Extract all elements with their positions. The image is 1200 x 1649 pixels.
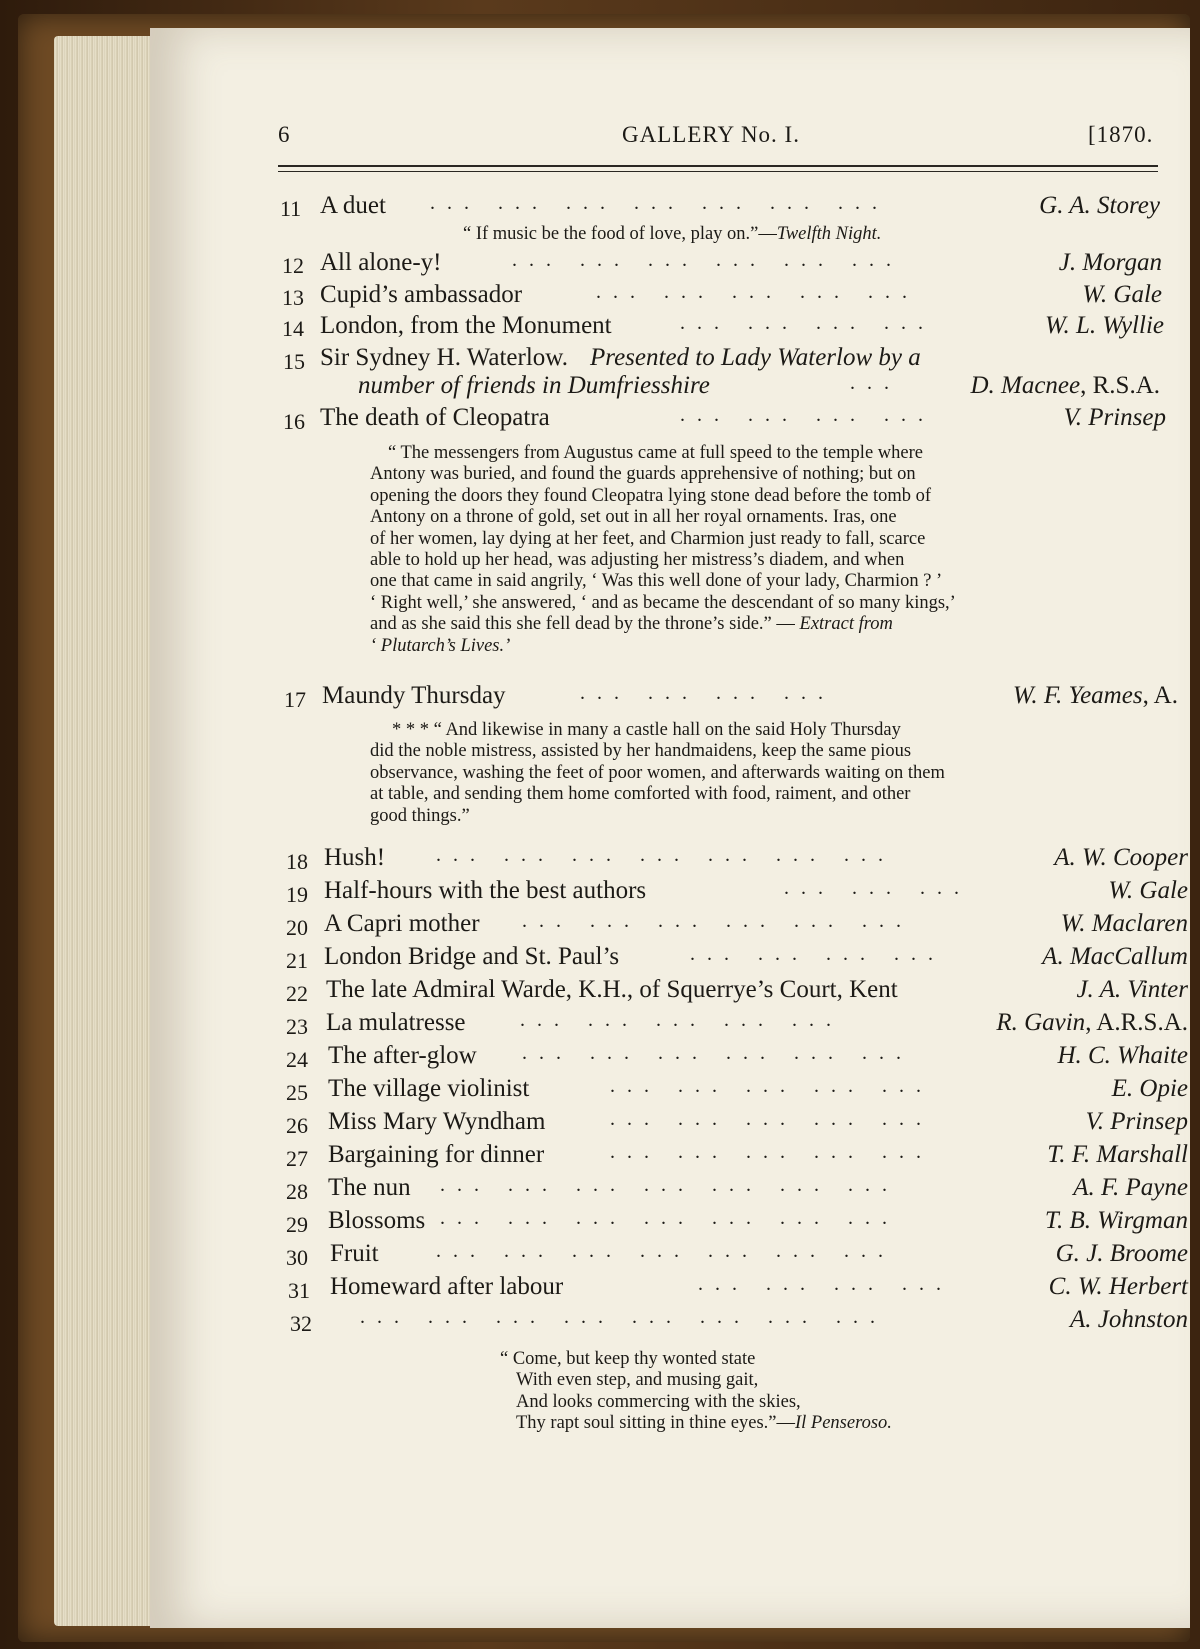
leader-dots: ... ... ... ... ... ... ... — [440, 1174, 899, 1196]
entry-number: 29 — [286, 1212, 308, 1237]
entry-number: 17 — [284, 687, 306, 712]
penseroso-quote: “ Come, but keep thy wonted state With even step, and musing gait, And looks commercing with the skies, Thy rapt soul sitting in thine eyes.”—Il Penseroso. — [500, 1349, 892, 1434]
entry-number: 12 — [282, 253, 304, 278]
header-rule — [278, 165, 1158, 167]
entry-title: A duet — [320, 192, 386, 219]
entry-artist: G. A. Storey — [1039, 192, 1160, 219]
entry-number: 18 — [286, 849, 308, 874]
entry-artist: W. F. Yeames, A. — [1012, 682, 1178, 709]
leader-dots: ... ... ... ... ... ... ... — [440, 1207, 899, 1229]
entry-title: London Bridge and St. Paul’s — [324, 943, 620, 970]
leader-dots: ... ... ... ... — [680, 404, 935, 426]
leader-dots: ... ... ... ... — [680, 312, 935, 334]
leader-dots: ... ... ... ... ... — [610, 1141, 933, 1163]
entry-title: London, from the Monument — [320, 312, 612, 339]
entry-number: 32 — [290, 1311, 312, 1336]
entry-artist: C. W. Herbert — [1048, 1273, 1188, 1300]
entry-title: The after-glow — [328, 1042, 477, 1069]
entry-number: 23 — [286, 1014, 308, 1039]
entry-artist: W. L. Wyllie — [1045, 312, 1164, 339]
entry-title: Fruit — [330, 1240, 379, 1267]
entry-artist: R. Gavin, A.R.S.A. — [996, 1009, 1188, 1036]
entry-title: The village violinist — [328, 1075, 530, 1102]
entry-artist: A. F. Payne — [1073, 1174, 1188, 1201]
entry-title: Homeward after labour — [330, 1273, 564, 1300]
entry-artist: A. MacCallum — [1042, 943, 1188, 970]
entry-number: 25 — [286, 1080, 308, 1105]
entry-artist: J. Morgan — [1058, 249, 1162, 276]
cleopatra-quote: “ The messengers from Augustus came at full speed to the temple where Antony was buried, and found the guards apprehensive of nothing; but on opening the doors they found Cleopatra lying stone dead before the tomb of Antony on a throne of gold, set out in all her royal ornaments. Iras, one of her women, lay dying at her feet, and Charmion just ready to fall, scarce able to hold up her head, was adjusting her mistress’s diadem, and when one that came in said angrily, ‘ Was this well done of your lady, Charmion ? ’ ‘ Right well,’ she answered, ‘ and as became the descendant of so many kings,’ and as she said this she fell dead by the throne’s side.” — Extract from ‘ Plutarch’s Lives.’ — [370, 443, 956, 656]
entry-artist: A. Johnston — [1069, 1306, 1188, 1333]
entry-number: 31 — [288, 1278, 310, 1303]
leader-dots: ... ... ... ... ... ... ... — [436, 1240, 895, 1262]
entry-title: Sir Sydney H. Waterlow. — [320, 344, 568, 371]
leader-dots: ... ... ... ... ... ... — [512, 249, 903, 271]
entry-number: 26 — [286, 1113, 308, 1138]
leader-dots: ... ... ... ... ... ... — [522, 1042, 913, 1064]
entry-title: Cupid’s ambassador — [320, 281, 523, 308]
entry-number: 19 — [286, 882, 308, 907]
leader-dots: ... ... ... ... ... ... — [522, 910, 913, 932]
entry-number: 16 — [283, 409, 305, 434]
entry-title: La mulatresse — [326, 1009, 466, 1036]
entry-artist: V. Prinsep — [1085, 1108, 1188, 1135]
entry-artist: G. J. Broome — [1055, 1240, 1188, 1267]
entry-number: 14 — [282, 316, 304, 341]
leader-dots: ... ... ... ... — [580, 682, 835, 704]
entry-title: Hush! — [324, 844, 386, 871]
leader-dots: ... — [850, 372, 901, 394]
entry-title: All alone-y! — [320, 249, 442, 276]
entry-artist: T. F. Marshall — [1047, 1141, 1188, 1168]
leader-dots: ... ... ... — [784, 877, 971, 899]
entry-number: 21 — [286, 948, 308, 973]
entry-artist: W. Maclaren — [1060, 910, 1188, 937]
entry-artist: H. C. Whaite — [1057, 1042, 1188, 1069]
entry-artist: W. Gale — [1082, 281, 1162, 308]
entry-artist: J. A. Vinter — [1076, 976, 1188, 1003]
entry-artist: W. Gale — [1108, 877, 1188, 904]
leader-dots: ... ... ... ... ... ... ... — [436, 844, 895, 866]
leader-dots: ... ... ... ... ... ... ... ... — [360, 1306, 887, 1328]
entry-title: Miss Mary Wyndham — [328, 1108, 546, 1135]
leader-dots: ... ... ... ... — [690, 943, 945, 965]
entry-title: Half-hours with the best authors — [324, 877, 647, 904]
leader-dots: ... ... ... ... ... ... ... — [430, 192, 889, 214]
entry-number: 27 — [286, 1146, 308, 1171]
entry-title: Blossoms — [328, 1207, 426, 1234]
entry-title: The nun — [328, 1174, 411, 1201]
leader-dots: ... ... ... ... — [698, 1273, 953, 1295]
entry-title-italic: Presented to Lady Waterlow by a — [590, 344, 921, 371]
entry-title: Bargaining for dinner — [328, 1141, 545, 1168]
entry-number: 11 — [280, 196, 302, 221]
entry-number: 13 — [282, 285, 304, 310]
entry-number: 28 — [286, 1179, 308, 1204]
year: [1870. — [1088, 122, 1154, 147]
entry-title: The late Admiral Warde, K.H., of Squerrye’s Court, Kent — [326, 976, 898, 1003]
page-number: 6 — [278, 122, 291, 147]
entry-title-continued: number of friends in Dumfriesshire — [358, 372, 710, 399]
entry-artist: V. Prinsep — [1063, 404, 1166, 431]
entry-artist: T. B. Wirgman — [1044, 1207, 1188, 1234]
entry-number: 20 — [286, 915, 308, 940]
entry-title: Maundy Thursday — [322, 682, 506, 709]
leader-dots: ... ... ... ... ... — [596, 281, 919, 303]
leader-dots: ... ... ... ... ... — [520, 1009, 843, 1031]
entry-number: 22 — [286, 981, 308, 1006]
header-rule-thin — [278, 171, 1158, 172]
entry-quote: “ If music be the food of love, play on.”—Twelfth Night. — [463, 224, 882, 244]
leader-dots: ... ... ... ... ... — [610, 1075, 933, 1097]
entry-artist: E. Opie — [1111, 1075, 1188, 1102]
entry-title: The death of Cleopatra — [320, 404, 550, 431]
maundy-quote: * * * “ And likewise in many a castle hall on the said Holy Thursday did the noble mistress, assisted by her handmaidens, keep the same pious observance, washing the feet of poor women, and afterwards waiting on them at table, and sending them home comforted with food, raiment, and other good things.” — [370, 720, 945, 826]
entry-number: 30 — [286, 1245, 308, 1270]
entry-number: 24 — [286, 1047, 308, 1072]
entry-number: 15 — [283, 349, 305, 374]
entry-artist: A. W. Cooper — [1054, 844, 1188, 871]
section-title: GALLERY No. I. — [622, 122, 800, 147]
entry-artist: D. Macnee, R.S.A. — [970, 372, 1160, 399]
leader-dots: ... ... ... ... ... — [610, 1108, 933, 1130]
entry-title: A Capri mother — [324, 910, 480, 937]
